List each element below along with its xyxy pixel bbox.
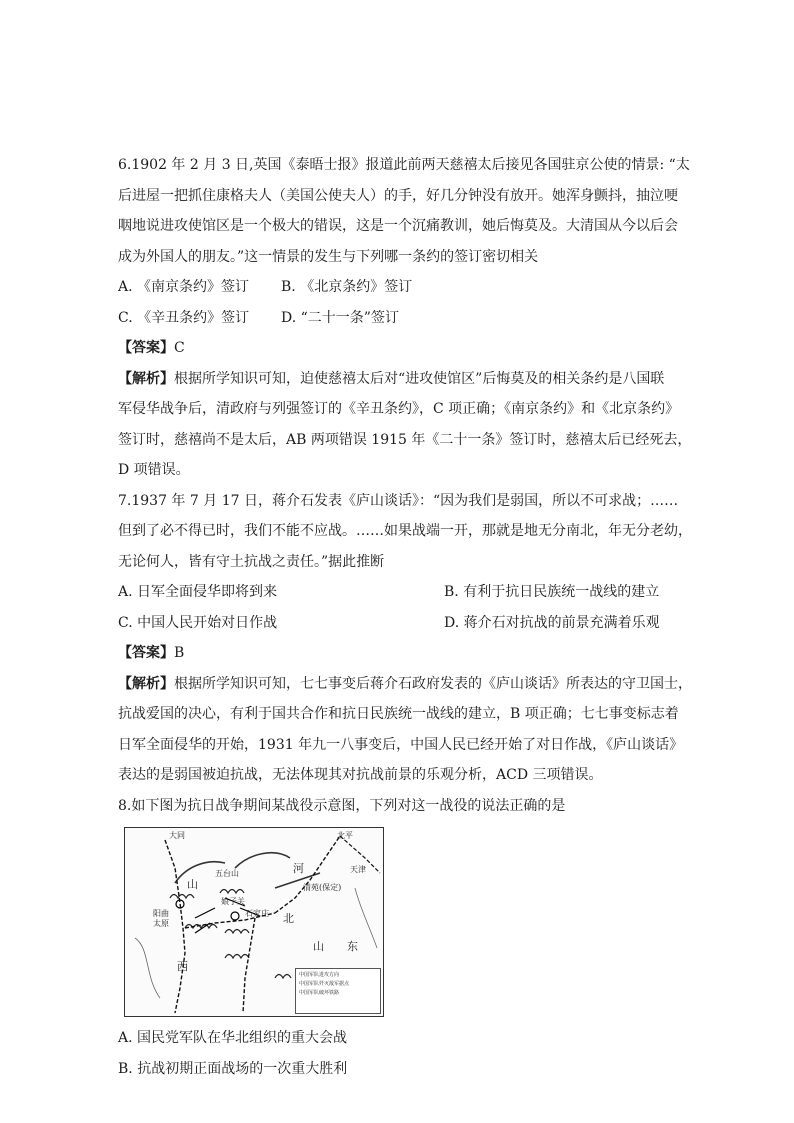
place-yangqu: 阳曲 <box>153 909 169 918</box>
question-6-analysis-line-4: D 项错误。 <box>118 462 190 478</box>
question-7-options-row-2 <box>118 608 678 639</box>
question-7-options-row-1 <box>118 577 678 608</box>
question-7-answer <box>118 638 678 669</box>
question-8-option-a: A. 国民党军队在华北组织的重大会战 <box>118 1030 348 1046</box>
question-7-analysis-line-1 <box>118 669 692 700</box>
answer-label: 【答案】 <box>118 645 174 661</box>
place-niangziguan: 娘子关 <box>221 897 245 906</box>
question-6-line-4: 成为外国人的朋友。”这一情景的发生与下列哪一条约的签订密切相关 <box>118 248 539 265</box>
analysis-text: 根据所学知识可知，迫使慈禧太后对“进攻使馆区”后悔莫及的相关条约是八国联 <box>174 370 665 387</box>
question-7-line-2: 但到了必不得已时，我们不能不应战。……如果战端一开，那就是地无分南北，年无分老幼， <box>118 523 692 539</box>
region-dong: 东 <box>347 940 358 953</box>
document-page <box>118 150 692 1084</box>
region-shan-1: 山 <box>187 878 198 891</box>
analysis-label: 【解析】 <box>118 675 174 692</box>
question-8-option-b: B. 抗战初期正面战场的一次重大胜利 <box>118 1060 348 1077</box>
stronghold-marker <box>231 912 239 920</box>
map-legend <box>295 968 381 1014</box>
answer-value: B <box>174 645 185 661</box>
question-7-option-a: A. 日军全面侵华即将到来 <box>118 584 278 600</box>
question-6-options-row-2 <box>118 303 678 334</box>
region-bei: 北 <box>283 912 294 925</box>
place-shijiazhuang: 石家庄 <box>245 909 269 918</box>
region-shan-2: 山 <box>313 940 324 953</box>
analysis-label: 【解析】 <box>118 370 174 387</box>
question-7-line-3: 无论何人，皆有守土抗战之责任。”据此推断 <box>118 553 385 570</box>
question-6-option-a: A. 《南京条约》签订 <box>118 279 250 295</box>
question-6-answer <box>118 333 678 364</box>
region-xi: 西 <box>177 960 188 973</box>
region-he: 河 <box>293 862 304 875</box>
question-6-line-2: 后进屋一把抓住康格夫人（美国公使夫人）的手，好几分钟没有放开。她浑身颤抖，抽泣哽 <box>118 187 678 204</box>
legend-item-railway: 中国军队破坏铁路 <box>299 990 340 996</box>
place-wutaishan: 五台山 <box>215 869 239 878</box>
question-6-option-d: D. “二十一条”签订 <box>281 309 399 326</box>
battle-map <box>124 827 384 1017</box>
question-7-analysis-line-2: 抗战爱国的决心，有利于国共合作和抗日民族统一战线的建立，B 项正确；七七事变标志着 <box>118 706 679 722</box>
question-6-line-3: 咽地说进攻使馆区是一个极大的错误，这是一个沉痛教训，她后悔莫及。大清国从今以后会 <box>118 218 678 234</box>
analysis-text: 根据所学知识可知，七七事变后蒋介石政府发表的《庐山谈话》所表达的守卫国士， <box>174 675 692 692</box>
question-6-analysis-line-3: 签订时，慈禧尚不是太后，AB 两项错误 1915 年《二十一条》签订时，慈禧太后已经死去， <box>118 431 692 448</box>
place-taiyuan: 太原 <box>153 919 169 928</box>
legend-item-stronghold: 中国军队歼灭敌军据点 <box>299 981 350 987</box>
question-6-options-row-1 <box>118 272 678 303</box>
place-beiping: 北平 <box>337 831 353 840</box>
answer-label: 【答案】 <box>118 340 174 356</box>
place-qingyuan: 清苑(保定) <box>303 883 342 892</box>
legend-item-attack: 中国军队进攻方向 <box>299 972 340 978</box>
place-datong: 大同 <box>169 831 185 840</box>
question-7-option-c: C. 中国人民开始对日作战 <box>118 614 278 631</box>
question-7-option-d: D. 蒋介石对抗战的前景充满着乐观 <box>444 614 660 631</box>
question-7-option-b: B. 有利于抗日民族统一战线的建立 <box>444 584 660 600</box>
question-8 <box>118 791 678 1085</box>
question-6-analysis-line-1 <box>118 364 678 395</box>
question-7-analysis-line-4: 表达的是弱国被迫抗战，无法体现其对抗战前景的乐观分析，ACD 三项错误。 <box>118 767 603 783</box>
question-7 <box>118 486 692 791</box>
question-6 <box>118 150 692 486</box>
question-7-line-1: 7.1937 年 7 月 17 日，蒋介石发表《庐山谈话》：“因为我们是弱国，所以不可求战；…… <box>118 492 679 509</box>
question-6-option-b: B. 《北京条约》签订 <box>281 279 413 295</box>
question-7-analysis-line-3: 日军全面侵华的开始，1931 年九一八事变后，中国人民已经开始了对日作战，《庐山谈话》 <box>118 736 684 753</box>
answer-value: C <box>174 340 185 356</box>
question-6-analysis-line-2: 军侵华战争后，清政府与列强签订的《辛丑条约》，C 项正确；《南京条约》和《北京条约》 <box>118 401 680 417</box>
railway-line <box>275 836 340 913</box>
question-6-option-c: C. 《辛丑条约》签订 <box>118 309 250 326</box>
question-8-stem: 8.如下图为抗日战争期间某战役示意图，下列对这一战役的说法正确的是 <box>118 797 566 814</box>
place-tianjin: 天津 <box>350 865 366 874</box>
question-6-line-1: 6.1902 年 2 月 3 日,英国《泰晤士报》报道此前两天慈禧太后接见各国驻京公使的情景: “太 <box>118 157 690 173</box>
